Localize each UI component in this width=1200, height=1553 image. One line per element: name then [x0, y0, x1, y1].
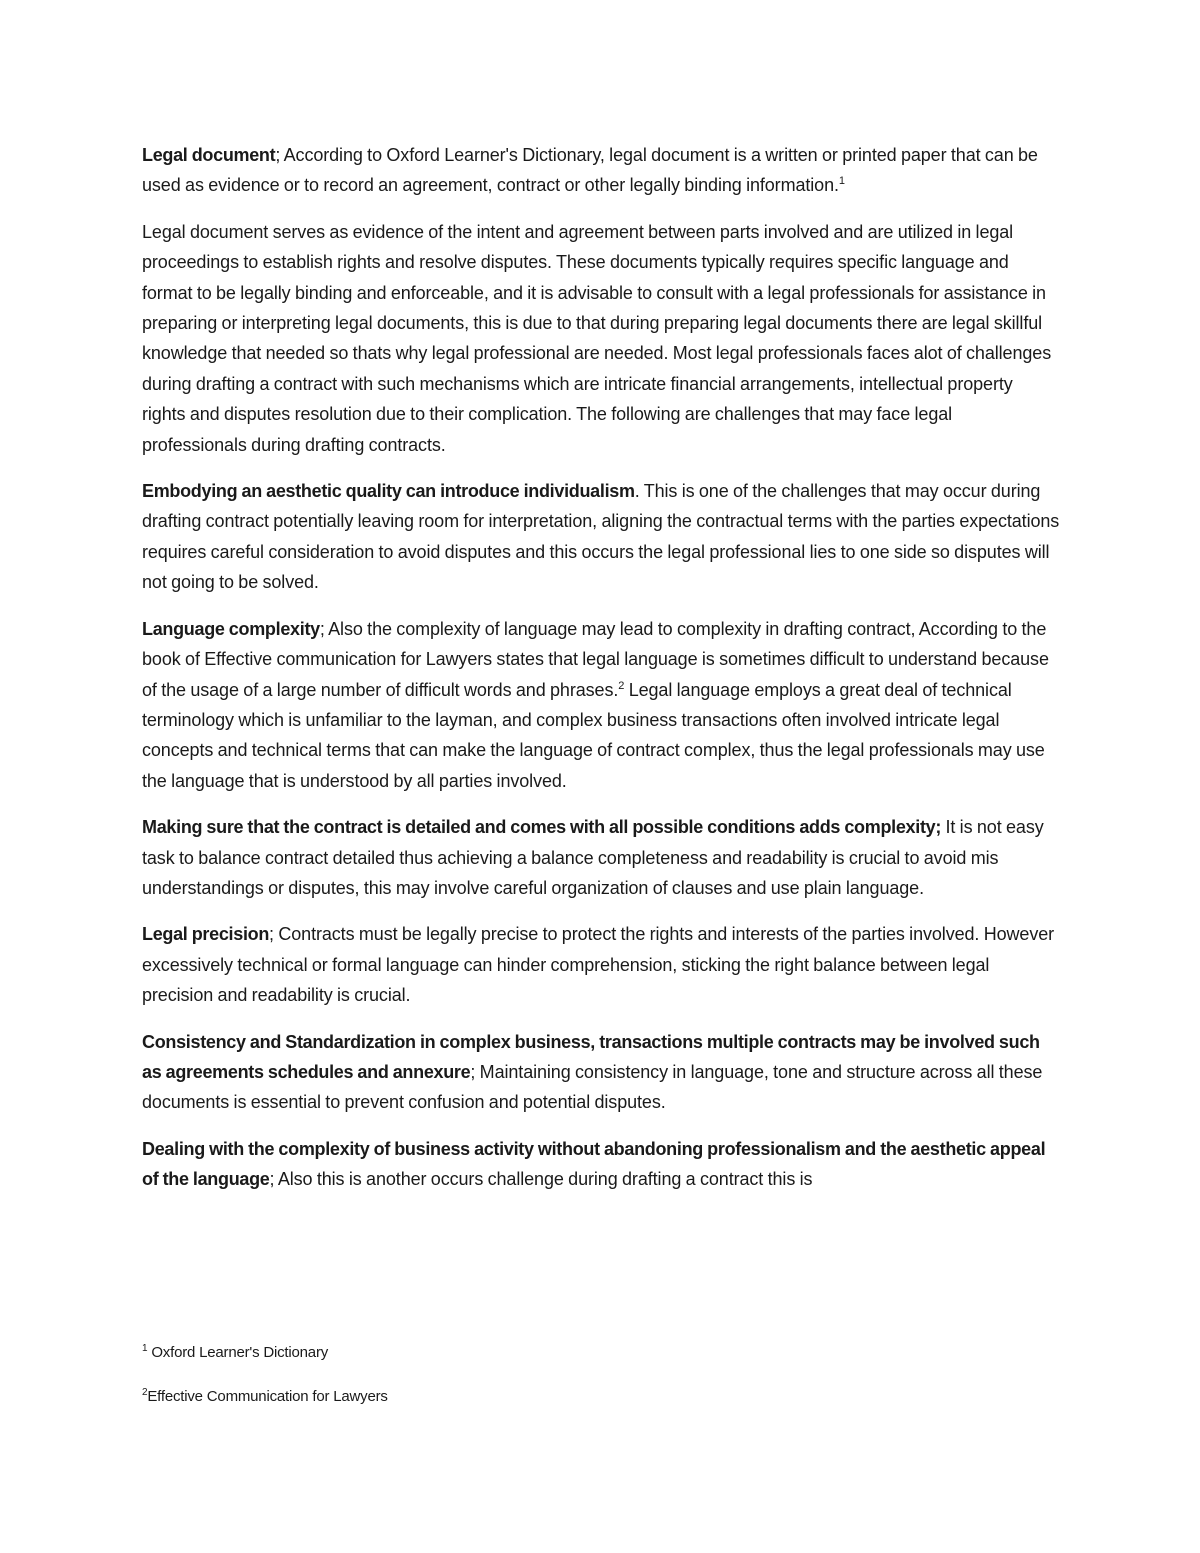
paragraph-heading: Consistency and Standardization in complex business, transactions multiple contracts may be involved such as agreements schedules and annexure [142, 1031, 1040, 1082]
paragraph-heading: Making sure that the contract is detailed and comes with all possible conditions adds complexity; [142, 817, 942, 838]
paragraph-heading: Embodying an aesthetic quality can introduce individualism [142, 481, 635, 502]
paragraph-text: It is not easy task to balance contract detailed thus achieving a balance completeness and readability is crucial to avoid mis understandings or disputes, this may involve careful organization of clauses and use plain language. [142, 817, 1044, 898]
footnotes [142, 1343, 1060, 1407]
paragraph-text: According to Oxford Learner's Dictionary, legal document is a written or printed paper that can be used as evidence or to record an agreement, contract or other legally binding information. [142, 145, 1038, 196]
paragraph-text: Also the complexity of language may lead to complexity in drafting contract, According to the book of Effective communication for Lawyers states that legal language is sometimes difficult to understand because of the usage of a large number of difficult words and phrases. [142, 618, 1049, 700]
heading-separator: ; [275, 145, 284, 165]
heading-separator: ; [269, 1169, 278, 1190]
paragraph-detailed-contract [142, 812, 1060, 903]
heading-separator: ; [470, 1061, 480, 1082]
paragraph-heading: Language complexity [142, 618, 320, 639]
paragraph-intro [142, 217, 1060, 460]
paragraph-heading: Dealing with the complexity of business activity without abandoning professionalism and the aesthetic appeal of the language [142, 1138, 1046, 1190]
paragraph-text-continued: Legal language employs a great deal of technical terminology which is unfamiliar to the layman, and complex business transactions often involved intricate legal concepts and technical terms that can make the language of contract complex, thus the legal professionals may use the language that is understood by all parties involved. [142, 679, 1045, 791]
footnote-reference[interactable]: 2 [618, 679, 625, 692]
paragraph-aesthetic-quality [142, 476, 1060, 598]
paragraph-language-complexity [142, 614, 1060, 796]
footnote-2 [142, 1387, 1060, 1407]
paragraph-heading: Legal document [142, 145, 276, 165]
paragraph-legal-precision [142, 919, 1060, 1010]
footnote-reference[interactable]: 1 [838, 175, 845, 188]
paragraph-text: Also this is another occurs challenge during drafting a contract this is [277, 1169, 813, 1190]
paragraph-heading: Legal precision [142, 924, 270, 945]
paragraph-business-complexity [142, 1134, 1060, 1195]
paragraph-text: Contracts must be legally precise to protect the rights and interests of the parties involved. However excessively technical or formal language can hinder comprehension, sticking the right balance between legal precision and readability is crucial. [142, 924, 1055, 1006]
heading-separator: ; [269, 924, 279, 945]
footnote-text: Effective Communication for Lawyers [147, 1388, 388, 1405]
paragraph-text: Maintaining consistency in language, tone and structure across all these documents is essential to prevent confusion and potential disputes. [142, 1061, 1043, 1113]
footnote-1 [142, 1343, 1060, 1363]
paragraph-consistency [142, 1027, 1060, 1118]
heading-separator: ; [319, 618, 329, 639]
footnote-mark: 2 [142, 1387, 148, 1398]
heading-separator: . [634, 481, 644, 502]
footnote-text: Oxford Learner's Dictionary [151, 1344, 329, 1361]
paragraph-text: This is one of the challenges that may occur during drafting contract potentially leaving room for interpretation, aligning the contractual terms with the parties expectations requires careful consideration to avoid disputes and this occurs the legal professional lies to one side so disputes will not going to be solved. [142, 481, 1060, 593]
paragraph-text: Legal document serves as evidence of the intent and agreement between parts involved and are utilized in legal proceedings to establish rights and resolve disputes. These documents typically requires specific language and format to be legally binding and enforceable, and it is advisable to consult with a legal professionals for assistance in preparing or interpreting legal documents, this is due to that during preparing legal documents there are legal skillful knowledge that needed so thats why legal professional are needed. Most legal professionals faces alot of challenges during drafting a contract with such mechanisms which are intricate financial arrangements, intellectual property rights and disputes resolution due to their complication. The following are challenges that may face legal professionals during drafting contracts. [142, 221, 1052, 455]
paragraph-legal-document [142, 140, 1060, 201]
footnote-mark: 1 [142, 1343, 148, 1354]
